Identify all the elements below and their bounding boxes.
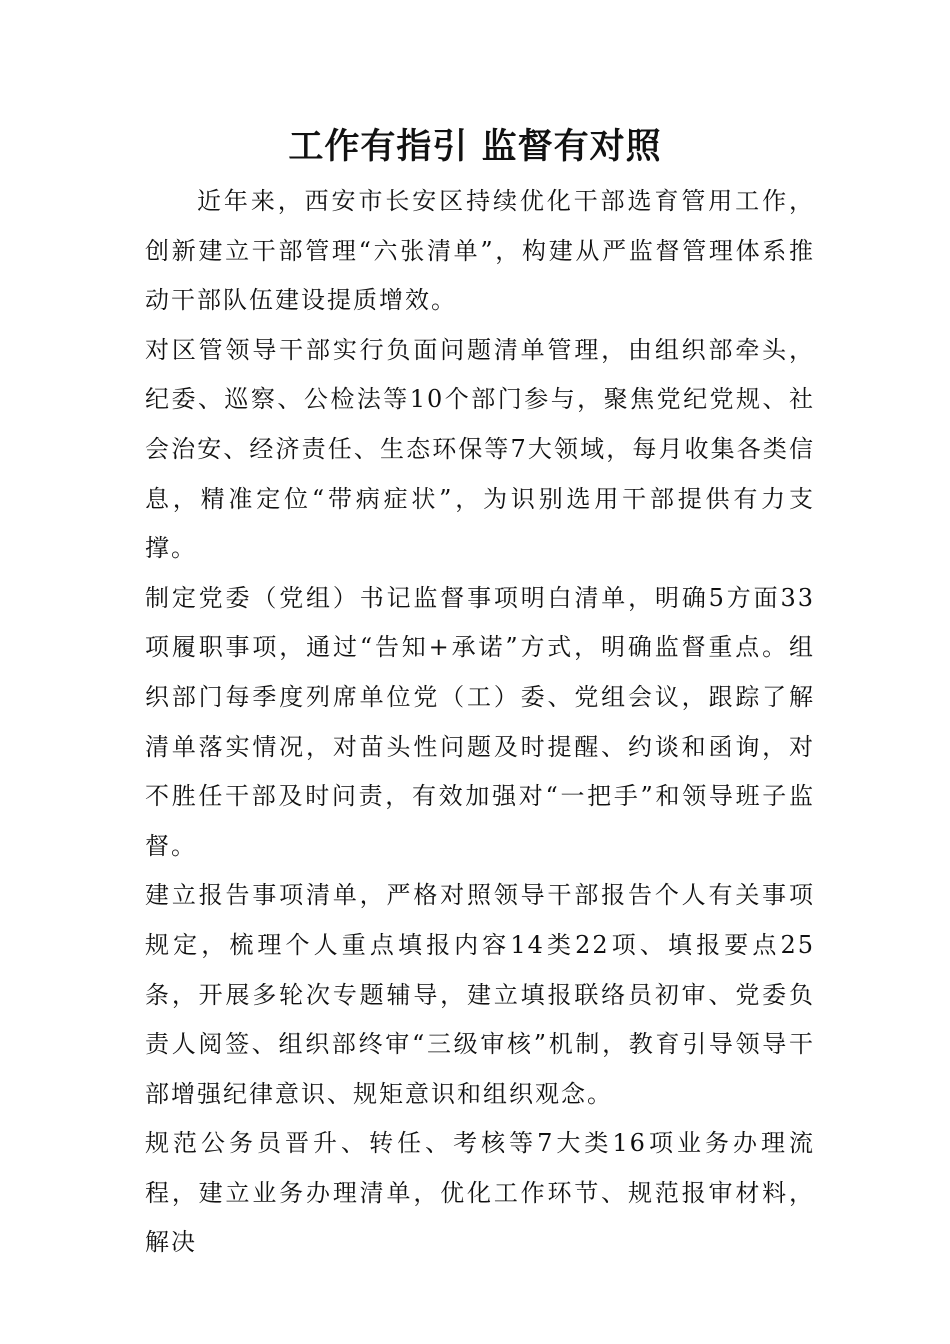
- paragraph-report-list: 建立报告事项清单，严格对照领导干部报告个人有关事项规定，梳理个人重点填报内容14类22项、填报要点25条，开展多轮次专题辅导，建立填报联络员初审、党委负责人阅签、组织部终审“三级审核”机制，教育引导领导干部增强纪律意识、规矩意识和组织观念。: [145, 881, 815, 1108]
- document-title: 工作有指引 监督有对照: [288, 126, 662, 167]
- paragraph-negative-list: 对区管领导干部实行负面问题清单管理，由组织部牵头，纪委、巡察、公检法等10个部门参与，聚焦党纪党规、社会治安、经济责任、生态环保等7大领域，每月收集各类信息，精准定位“带病症状”，为识别选用干部提供有力支撑。: [145, 335, 815, 563]
- document-body: [145, 177, 815, 1268]
- paragraph-secretary-list: 制定党委（党组）书记监督事项明白清单，明确5方面33项履职事项，通过“告知+承诺”方式，明确监督重点。组织部门每季度列席单位党（工）委、党组会议，跟踪了解清单落实情况，对苗头性问题及时提醒、约谈和函询，对不胜任干部及时问责，有效加强对“一把手”和领导班子监督。: [145, 583, 815, 860]
- paragraph-business-list: 规范公务员晋升、转任、考核等7大类16项业务办理流程，建立业务办理清单，优化工作环节、规范报审材料，解决: [145, 1129, 815, 1257]
- paragraph-intro: 近年来，西安市长安区持续优化干部选育管用工作，创新建立干部管理“六张清单”，构建从严监督管理体系推动干部队伍建设提质增效。: [145, 187, 815, 315]
